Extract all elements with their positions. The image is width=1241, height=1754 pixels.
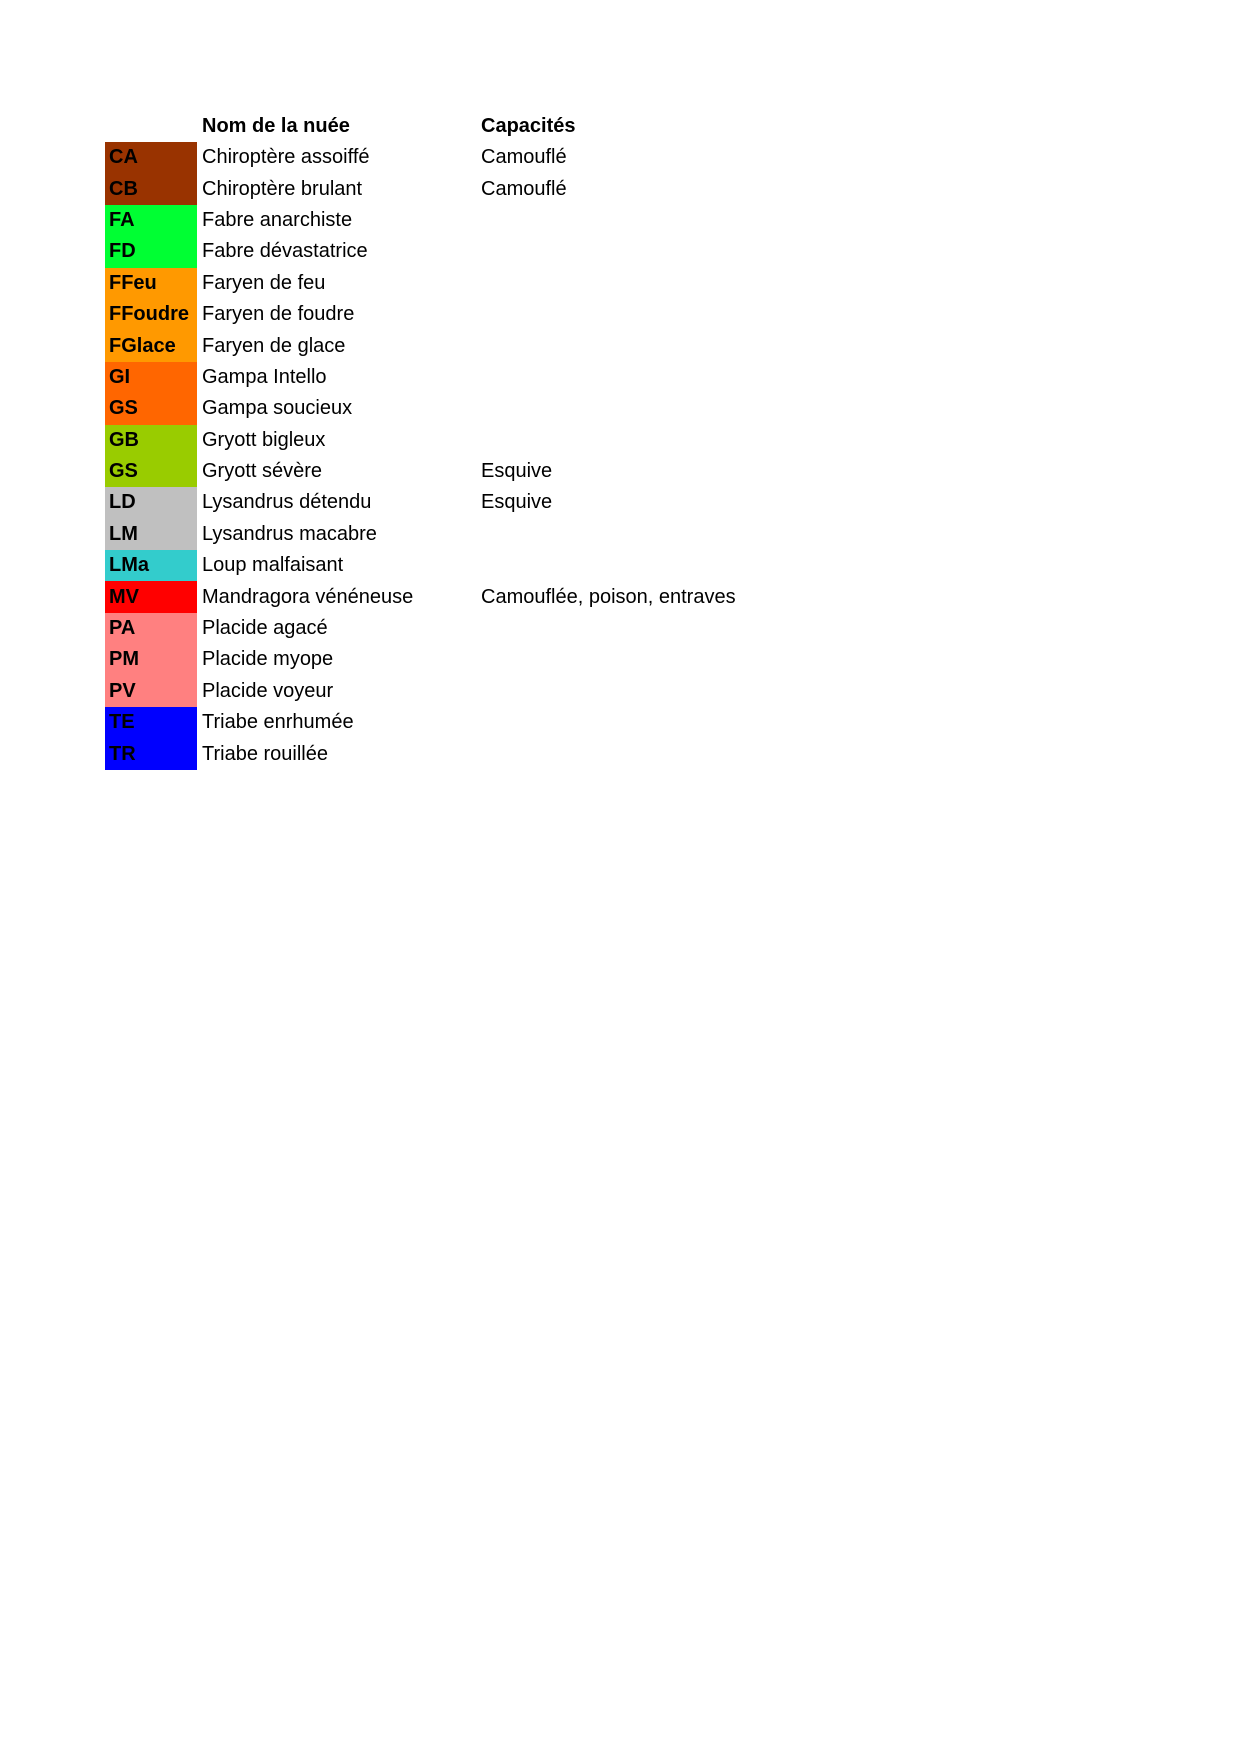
swarm-code-cell: GI (105, 362, 197, 393)
header-name: Nom de la nuée (202, 115, 350, 137)
swarm-code-cell: FFoudre (105, 299, 197, 330)
swarm-name-cell: Lysandrus macabre (202, 522, 377, 545)
table-row (105, 425, 736, 456)
swarm-name-cell: Gampa Intello (202, 365, 327, 388)
swarm-table (105, 111, 736, 770)
swarm-capacities-cell: Esquive (481, 491, 553, 514)
table-header (105, 111, 736, 142)
swarm-code-cell: PV (105, 676, 197, 707)
swarm-code-cell: GB (105, 425, 197, 456)
swarm-capacities-cell: Camouflé (481, 177, 567, 200)
swarm-name-cell: Chiroptère assoiffé (202, 146, 370, 169)
table-row (105, 550, 736, 581)
table-row (105, 330, 736, 361)
swarm-capacities-cell: Esquive (481, 460, 553, 483)
table-row (105, 644, 736, 675)
table-row (105, 362, 736, 393)
swarm-name-cell: Gryott sévère (202, 460, 323, 483)
table-row (105, 268, 736, 299)
table-row (105, 236, 736, 267)
table-row (105, 142, 736, 173)
swarm-code-cell: TE (105, 707, 197, 738)
table-row (105, 456, 736, 487)
swarm-code-cell: GS (105, 393, 197, 424)
swarm-code-cell: MV (105, 581, 197, 612)
swarm-name-cell: Placide myope (202, 648, 334, 671)
header-code (105, 111, 197, 142)
swarm-name-cell: Mandragora vénéneuse (202, 585, 414, 608)
table-row (105, 205, 736, 236)
swarm-name-cell: Lysandrus détendu (202, 491, 372, 514)
swarm-code-cell: CA (105, 142, 197, 173)
swarm-code-cell: FD (105, 236, 197, 267)
table-row (105, 676, 736, 707)
table-row (105, 581, 736, 612)
swarm-name-cell: Faryen de feu (202, 271, 326, 294)
swarm-name-cell: Chiroptère brulant (202, 177, 363, 200)
swarm-name-cell: Faryen de glace (202, 334, 346, 357)
swarm-code-cell: LM (105, 519, 197, 550)
table-row (105, 173, 736, 204)
header-capacities: Capacités (481, 115, 576, 137)
table-row (105, 519, 736, 550)
table-row (105, 707, 736, 738)
swarm-capacities-cell: Camouflée, poison, entraves (481, 585, 736, 608)
swarm-code-cell: FFeu (105, 268, 197, 299)
table-body (105, 142, 736, 770)
table-row (105, 738, 736, 769)
swarm-name-cell: Triabe enrhumée (202, 711, 354, 734)
swarm-name-cell: Fabre dévastatrice (202, 240, 368, 263)
table-row (105, 393, 736, 424)
swarm-code-cell: GS (105, 456, 197, 487)
swarm-name-cell: Placide agacé (202, 617, 328, 640)
swarm-name-cell: Faryen de foudre (202, 303, 355, 326)
swarm-code-cell: TR (105, 738, 197, 769)
table-row (105, 613, 736, 644)
swarm-name-cell: Triabe rouillée (202, 742, 328, 765)
swarm-name-cell: Placide voyeur (202, 679, 334, 702)
swarm-code-cell: FA (105, 205, 197, 236)
swarm-code-cell: PA (105, 613, 197, 644)
swarm-name-cell: Gampa soucieux (202, 397, 353, 420)
swarm-code-cell: LMa (105, 550, 197, 581)
swarm-name-cell: Fabre anarchiste (202, 208, 353, 231)
swarm-capacities-cell: Camouflé (481, 146, 567, 169)
swarm-code-cell: FGlace (105, 330, 197, 361)
swarm-code-cell: PM (105, 644, 197, 675)
table-row (105, 299, 736, 330)
swarm-code-cell: LD (105, 487, 197, 518)
swarm-name-cell: Gryott bigleux (202, 428, 326, 451)
table-row (105, 487, 736, 518)
swarm-name-cell: Loup malfaisant (202, 554, 344, 577)
swarm-code-cell: CB (105, 173, 197, 204)
